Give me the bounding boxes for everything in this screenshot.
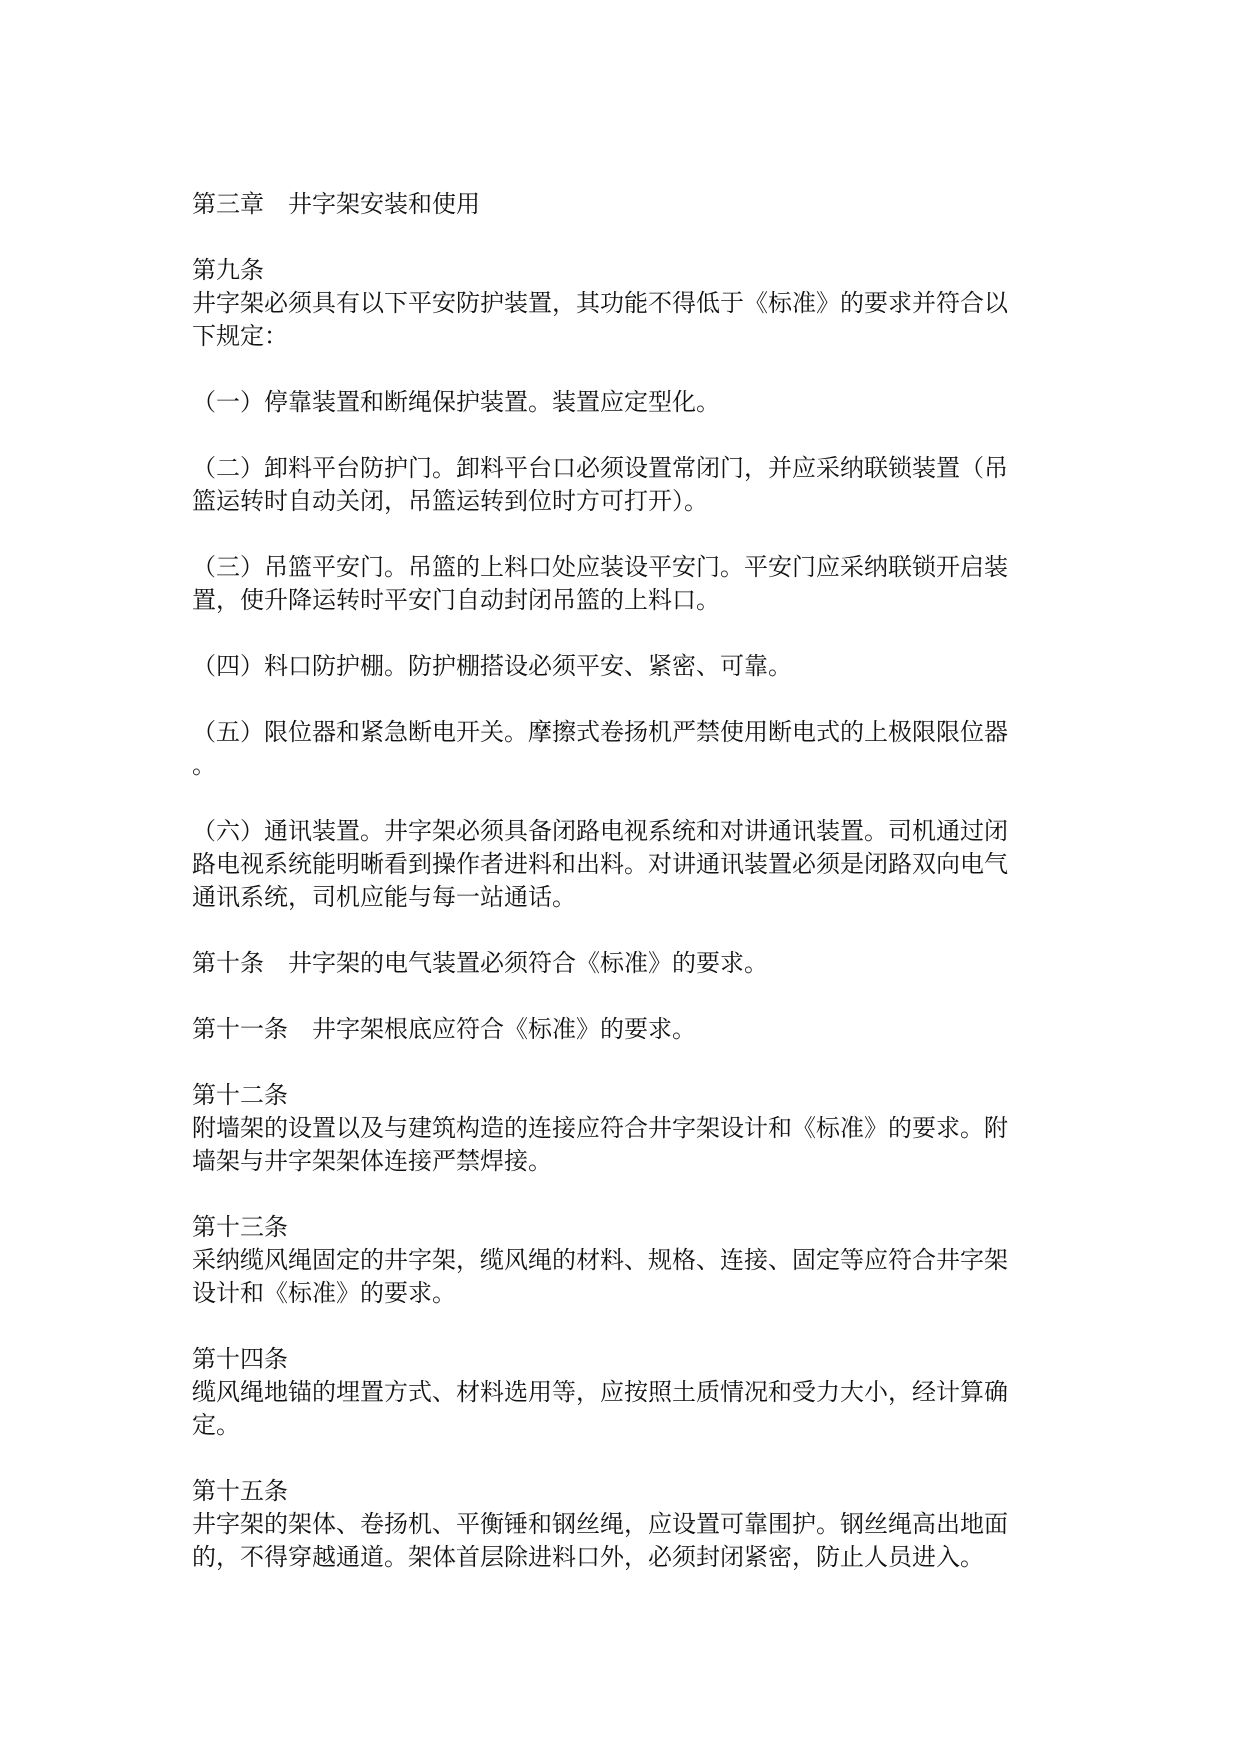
text-line: 置，使升降运转时平安门自动封闭吊篮的上料口。: [192, 586, 720, 614]
text-line: 第十一条 井字架根底应符合《标准》的要求。: [192, 1015, 696, 1043]
text-line: 附墙架的设置以及与建筑构造的连接应符合井字架设计和《标准》的要求。附: [192, 1114, 1008, 1142]
text-line: 井字架必须具有以下平安防护装置，其功能不得低于《标准》的要求并符合以: [192, 289, 1008, 317]
text-line: 通讯系统，司机应能与每一站通话。: [192, 883, 576, 911]
text-line: 。: [192, 751, 216, 779]
article-11: [192, 1013, 1052, 1046]
text-line: （二）卸料平台防护门。卸料平台口必须设置常闭门，并应采纳联锁装置（吊: [192, 454, 1008, 482]
text-line: 篮运转时自动关闭，吊篮运转到位时方可打开）。: [192, 487, 708, 515]
text-line: 墙架与井字架架体连接严禁焊接。: [192, 1147, 552, 1175]
article-heading: 第九条: [192, 256, 264, 284]
text-line: （四）料口防护棚。防护棚搭设必须平安、紧密、可靠。: [192, 652, 792, 680]
text-line: 的，不得穿越通道。架体首层除进料口外，必须封闭紧密，防止人员进入。: [192, 1543, 984, 1571]
text-line: 井字架的架体、卷扬机、平衡锤和钢丝绳，应设置可靠围护。钢丝绳高出地面: [192, 1510, 1008, 1538]
text-line: （五）限位器和紧急断电开关。摩擦式卷扬机严禁使用断电式的上极限限位器: [192, 718, 1008, 746]
article-heading: 第十四条: [192, 1345, 288, 1373]
text-line: 路电视系统能明晰看到操作者进料和出料。对讲通讯装置必须是闭路双向电气: [192, 850, 1008, 878]
text-line: 第三章 井字架安装和使用: [192, 190, 480, 218]
text-line: （六）通讯装置。井字架必须具备闭路电视系统和对讲通讯装置。司机通过闭: [192, 817, 1008, 845]
text-line: 下规定：: [192, 322, 288, 350]
chapter-title: [192, 188, 1052, 221]
text-line: （一）停靠装置和断绳保护装置。装置应定型化。: [192, 388, 720, 416]
article-13: [192, 1211, 1052, 1310]
list-item-6: [192, 815, 1052, 914]
text-line: 定。: [192, 1411, 240, 1439]
article-heading: 第十二条: [192, 1081, 288, 1109]
article-15: [192, 1475, 1052, 1574]
list-item-4: [192, 650, 1052, 683]
text-line: 缆风绳地锚的埋置方式、材料选用等，应按照土质情况和受力大小，经计算确: [192, 1378, 1008, 1406]
article-12: [192, 1079, 1052, 1178]
text-line: （三）吊篮平安门。吊篮的上料口处应装设平安门。平安门应采纳联锁开启装: [192, 553, 1008, 581]
article-9: [192, 254, 1052, 353]
article-14: [192, 1343, 1052, 1442]
text-line: 设计和《标准》的要求。: [192, 1279, 456, 1307]
text-line: 采纳缆风绳固定的井字架，缆风绳的材料、规格、连接、固定等应符合井字架: [192, 1246, 1008, 1274]
text-line: 第十条 井字架的电气装置必须符合《标准》的要求。: [192, 949, 768, 977]
list-item-2: [192, 452, 1052, 518]
list-item-5: [192, 716, 1052, 782]
list-item-1: [192, 386, 1052, 419]
list-item-3: [192, 551, 1052, 617]
article-10: [192, 947, 1052, 980]
document-page: [192, 188, 1052, 1607]
article-heading: 第十五条: [192, 1477, 288, 1505]
article-heading: 第十三条: [192, 1213, 288, 1241]
